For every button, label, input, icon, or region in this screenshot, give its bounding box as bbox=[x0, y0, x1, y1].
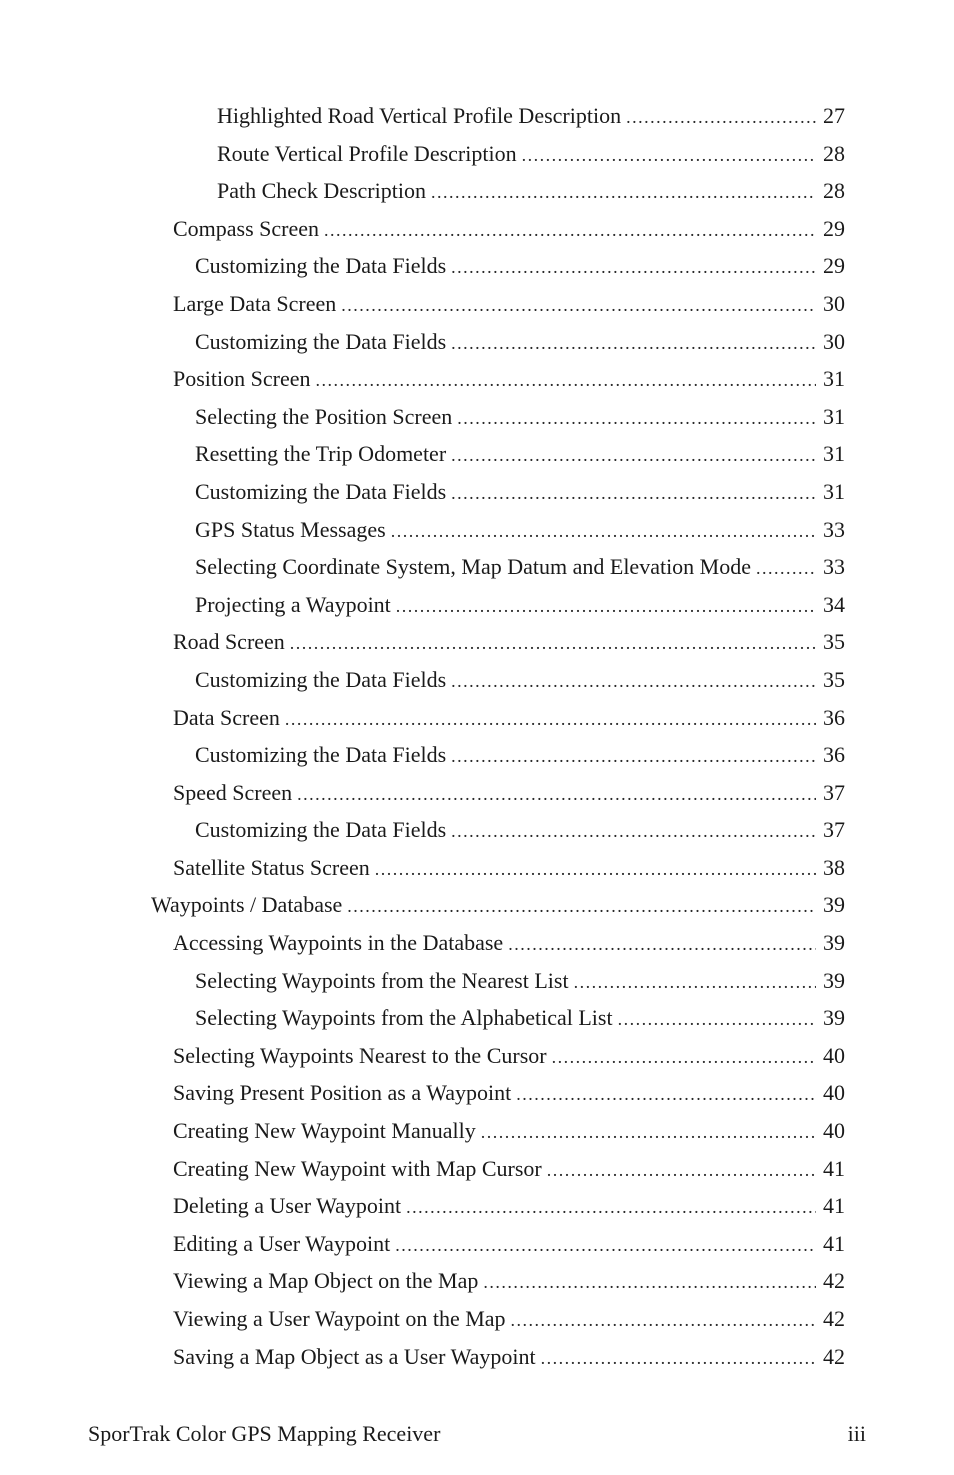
toc-entry[interactable] bbox=[0, 247, 954, 285]
toc-entry-title: Compass Screen bbox=[173, 215, 320, 241]
dot-leader bbox=[375, 851, 816, 889]
toc-entry-page: 27 bbox=[823, 103, 845, 128]
toc-entry[interactable] bbox=[0, 736, 954, 774]
toc-entry[interactable] bbox=[0, 435, 954, 473]
toc-entry-title: Customizing the Data Fields bbox=[195, 742, 447, 768]
dot-leader bbox=[756, 550, 816, 588]
toc-entry-page: 41 bbox=[823, 1193, 845, 1219]
toc-entry-page: 30 bbox=[823, 290, 845, 316]
toc-entry-title: Highlighted Road Vertical Profile Description bbox=[217, 103, 622, 128]
toc-entry-title: Path Check Description bbox=[217, 178, 426, 204]
toc-entry[interactable] bbox=[0, 1112, 954, 1150]
toc-entry-page: 33 bbox=[823, 554, 845, 580]
dot-leader bbox=[324, 212, 816, 250]
dot-leader bbox=[547, 1152, 816, 1190]
toc-entry[interactable] bbox=[0, 398, 954, 436]
dot-leader bbox=[347, 888, 816, 926]
toc-entry-page: 39 bbox=[823, 967, 845, 993]
toc-entry-title: Projecting a Waypoint bbox=[195, 591, 391, 617]
toc-entry-title: Accessing Waypoints in the Database bbox=[173, 930, 504, 956]
toc-entry[interactable] bbox=[0, 511, 954, 549]
toc-entry-page: 39 bbox=[823, 892, 845, 918]
toc-entry[interactable] bbox=[0, 135, 954, 173]
toc-entry[interactable] bbox=[0, 1150, 954, 1188]
toc-entry-title: GPS Status Messages bbox=[195, 516, 386, 542]
toc-entry-title: Saving Present Position as a Waypoint bbox=[173, 1080, 512, 1106]
dot-leader bbox=[451, 437, 816, 475]
toc-entry-title: Route Vertical Profile Description bbox=[217, 140, 517, 166]
dot-leader bbox=[511, 1302, 816, 1340]
toc-entry-title: Customizing the Data Fields bbox=[195, 817, 447, 843]
dot-leader bbox=[406, 1189, 816, 1227]
toc-entry-page: 40 bbox=[823, 1042, 845, 1068]
toc-entry[interactable] bbox=[0, 886, 954, 924]
toc-entry-page: 36 bbox=[823, 742, 845, 768]
toc-entry-page: 31 bbox=[823, 403, 845, 429]
toc-entry-page: 40 bbox=[823, 1080, 845, 1106]
toc-entry[interactable] bbox=[0, 586, 954, 624]
toc-entry-page: 34 bbox=[823, 591, 845, 617]
toc-entry[interactable] bbox=[0, 1338, 954, 1376]
toc-entry-page: 31 bbox=[823, 366, 845, 392]
toc-entry[interactable] bbox=[0, 1225, 954, 1263]
toc-entry[interactable] bbox=[0, 811, 954, 849]
toc-entry-title: Customizing the Data Fields bbox=[195, 478, 447, 504]
dot-leader bbox=[290, 625, 816, 663]
toc-entry-title: Selecting the Position Screen bbox=[195, 403, 453, 429]
dot-leader bbox=[391, 513, 816, 551]
dot-leader bbox=[316, 362, 817, 400]
dot-leader bbox=[481, 1114, 816, 1152]
toc-entry[interactable] bbox=[0, 1187, 954, 1225]
dot-leader bbox=[516, 1076, 816, 1114]
toc-entry[interactable] bbox=[0, 172, 954, 210]
toc-entry-title: Satellite Status Screen bbox=[173, 854, 370, 880]
toc-entry-page: 29 bbox=[823, 215, 845, 241]
toc-entry-page: 39 bbox=[823, 930, 845, 956]
toc-entry-title: Selecting Waypoints from the Alphabetical List bbox=[195, 1005, 613, 1031]
toc-entry-title: Large Data Screen bbox=[173, 290, 337, 316]
toc-entry-page: 42 bbox=[823, 1343, 845, 1369]
toc-entry[interactable] bbox=[0, 97, 954, 135]
toc-entry-page: 35 bbox=[823, 629, 845, 655]
dot-leader bbox=[431, 174, 816, 212]
toc-entry-title: Position Screen bbox=[173, 366, 311, 392]
dot-leader bbox=[522, 137, 816, 175]
toc-entry-title: Selecting Coordinate System, Map Datum and Elevation Mode bbox=[195, 554, 752, 580]
toc-entry-title: Waypoints / Database bbox=[151, 892, 343, 918]
dot-leader bbox=[451, 813, 816, 851]
dot-leader bbox=[483, 1264, 816, 1302]
toc-entry-title: Creating New Waypoint Manually bbox=[173, 1118, 476, 1144]
toc-entry[interactable] bbox=[0, 285, 954, 323]
toc-entry-page: 42 bbox=[823, 1306, 845, 1331]
toc-entry-page: 41 bbox=[823, 1155, 845, 1181]
toc-entry[interactable] bbox=[0, 1300, 954, 1338]
toc-entry-title: Data Screen bbox=[173, 704, 280, 730]
toc-entry-title: Deleting a User Waypoint bbox=[173, 1193, 402, 1219]
toc-entry-title: Customizing the Data Fields bbox=[195, 666, 447, 692]
toc-entry-title: Viewing a User Waypoint on the Map bbox=[173, 1306, 506, 1331]
toc-entry-page: 28 bbox=[823, 178, 845, 204]
toc-entry-title: Resetting the Trip Odometer bbox=[195, 441, 447, 467]
toc-entry[interactable] bbox=[0, 849, 954, 887]
toc-entry-page: 37 bbox=[823, 817, 845, 843]
toc-entry[interactable] bbox=[0, 360, 954, 398]
toc-entry-page: 42 bbox=[823, 1268, 845, 1294]
toc-entry[interactable] bbox=[0, 699, 954, 737]
toc-entry-page: 30 bbox=[823, 328, 845, 354]
dot-leader bbox=[451, 325, 816, 363]
toc-entry-page: 40 bbox=[823, 1118, 845, 1144]
toc-entry-page: 31 bbox=[823, 478, 845, 504]
toc-entry-page: 28 bbox=[823, 140, 845, 166]
toc-entry-title: Viewing a Map Object on the Map bbox=[173, 1268, 479, 1294]
dot-leader bbox=[341, 287, 816, 325]
toc-entry[interactable] bbox=[0, 548, 954, 586]
toc-entry-title: Creating New Waypoint with Map Cursor bbox=[173, 1155, 542, 1181]
toc-entry[interactable] bbox=[0, 323, 954, 361]
dot-leader bbox=[396, 588, 816, 626]
toc-entry-page: 31 bbox=[823, 441, 845, 467]
dot-leader bbox=[574, 964, 816, 1002]
dot-leader bbox=[541, 1340, 816, 1378]
toc-entry[interactable] bbox=[0, 1074, 954, 1112]
dot-leader bbox=[508, 926, 816, 964]
toc-entry[interactable] bbox=[0, 962, 954, 1000]
dot-leader bbox=[618, 1001, 816, 1039]
toc-entry-page: 29 bbox=[823, 253, 845, 279]
dot-leader bbox=[285, 701, 816, 739]
toc-entry[interactable] bbox=[0, 1262, 954, 1300]
toc-entry[interactable] bbox=[0, 774, 954, 812]
toc-entry[interactable] bbox=[0, 924, 954, 962]
toc-entry[interactable] bbox=[0, 473, 954, 511]
toc-entry[interactable] bbox=[0, 1037, 954, 1075]
toc-entry-page: 36 bbox=[823, 704, 845, 730]
toc-entry-page: 38 bbox=[823, 854, 845, 880]
dot-leader bbox=[395, 1227, 816, 1265]
toc-entry-page: 41 bbox=[823, 1230, 845, 1256]
toc-entry[interactable] bbox=[0, 661, 954, 699]
toc-entry-page: 33 bbox=[823, 516, 845, 542]
table-of-contents bbox=[0, 97, 954, 1375]
dot-leader bbox=[457, 400, 816, 438]
dot-leader bbox=[451, 475, 816, 513]
toc-entry[interactable] bbox=[0, 623, 954, 661]
toc-entry-title: Selecting Waypoints Nearest to the Cursor bbox=[173, 1042, 547, 1068]
toc-entry-title: Selecting Waypoints from the Nearest List bbox=[195, 967, 569, 993]
toc-entry[interactable] bbox=[0, 999, 954, 1037]
dot-leader bbox=[626, 99, 816, 137]
dot-leader bbox=[297, 776, 816, 814]
dot-leader bbox=[451, 738, 816, 776]
toc-entry-page: 37 bbox=[823, 779, 845, 805]
toc-entry-title: Editing a User Waypoint bbox=[173, 1230, 391, 1256]
toc-entry-page: 39 bbox=[823, 1005, 845, 1031]
footer-page-number: iii bbox=[847, 1421, 866, 1446]
toc-entry-page: 35 bbox=[823, 666, 845, 692]
toc-entry-title: Road Screen bbox=[173, 629, 285, 655]
toc-entry-title: Saving a Map Object as a User Waypoint bbox=[173, 1343, 536, 1369]
toc-entry[interactable] bbox=[0, 210, 954, 248]
toc-entry-title: Speed Screen bbox=[173, 779, 293, 805]
toc-entry-title: Customizing the Data Fields bbox=[195, 328, 447, 354]
dot-leader bbox=[552, 1039, 816, 1077]
dot-leader bbox=[451, 249, 816, 287]
footer-title: SporTrak Color GPS Mapping Receiver bbox=[88, 1421, 441, 1446]
dot-leader bbox=[451, 663, 816, 701]
toc-entry-title: Customizing the Data Fields bbox=[195, 253, 447, 279]
